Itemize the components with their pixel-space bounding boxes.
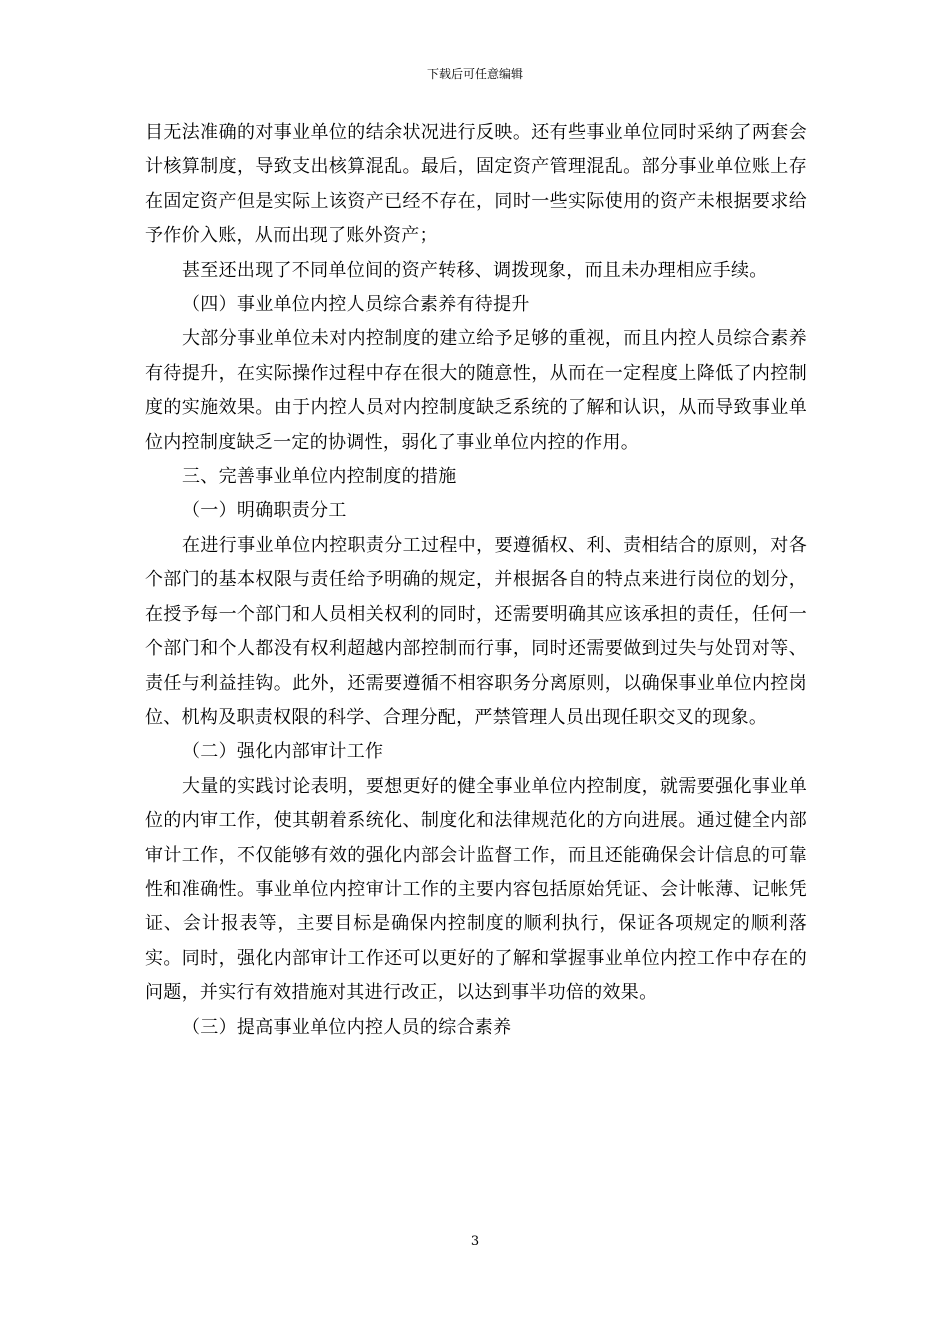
paragraph-continuation: 目无法准确的对事业单位的结余状况进行反映。还有些事业单位同时采纳了两套会计核算制度，导致支出核算混乱。最后，固定资产管理混乱。部分事业单位账上存在固定资产但是实际上该资产已经不存在，同时一些实际使用的资产未根据要求给予作价入账，从而出现了账外资产； xyxy=(145,122,807,247)
document-body xyxy=(145,116,807,1045)
section-heading-4: （四）事业单位内控人员综合素养有待提升 xyxy=(182,294,530,316)
page-header: 下载后可任意编辑 xyxy=(426,67,523,81)
chapter-heading-3: 三、完善事业单位内控制度的措施 xyxy=(182,466,457,488)
paragraph: 大部分事业单位未对内控制度的建立给予足够的重视，而且内控人员综合素养有待提升，在实际操作过程中存在很大的随意性，从而在一定程度上降低了内控制度的实施效果。由于内控人员对内控制度缺乏系统的了解和认识，从而导致事业单位内控制度缺乏一定的协调性，弱化了事业单位内控的作用。 xyxy=(145,328,807,453)
section-heading-2: （二）强化内部审计工作 xyxy=(182,741,384,763)
section-heading-1: （一）明确职责分工 xyxy=(182,500,347,522)
paragraph: 甚至还出现了不同单位间的资产转移、调拨现象，而且未办理相应手续。 xyxy=(182,259,768,281)
paragraph: 大量的实践讨论表明，要想更好的健全事业单位内控制度，就需要强化事业单位的内审工作，使其朝着系统化、制度化和法律规范化的方向进展。通过健全内部审计工作，不仅能够有效的强化内部会计监督工作，而且还能确保会计信息的可靠性和准确性。事业单位内控审计工作的主要内容包括原始凭证、会计帐薄、记帐凭证、会计报表等，主要目标是确保内控制度的顺利执行，保证各项规定的顺利落实。同时，强化内部审计工作还可以更好的了解和掌握事业单位内控工作中存在的问题，并实行有效措施对其进行改正，以达到事半功倍的效果。 xyxy=(145,775,807,1004)
paragraph: 在进行事业单位内控职责分工过程中，要遵循权、利、责相结合的原则，对各个部门的基本权限与责任给予明确的规定，并根据各自的特点来进行岗位的划分，在授予每一个部门和人员相关权利的同时，还需要明确其应该承担的责任，任何一个部门和个人都没有权利超越内部控制而行事，同时还需要做到过失与处罚对等、责任与利益挂钩。此外，还需要遵循不相容职务分离原则，以确保事业单位内控岗位、机构及职责权限的科学、合理分配，严禁管理人员出现任职交叉的现象。 xyxy=(145,534,807,728)
page-number: 3 xyxy=(470,1234,480,1249)
section-heading-3: （三）提高事业单位内控人员的综合素养 xyxy=(182,1016,512,1038)
